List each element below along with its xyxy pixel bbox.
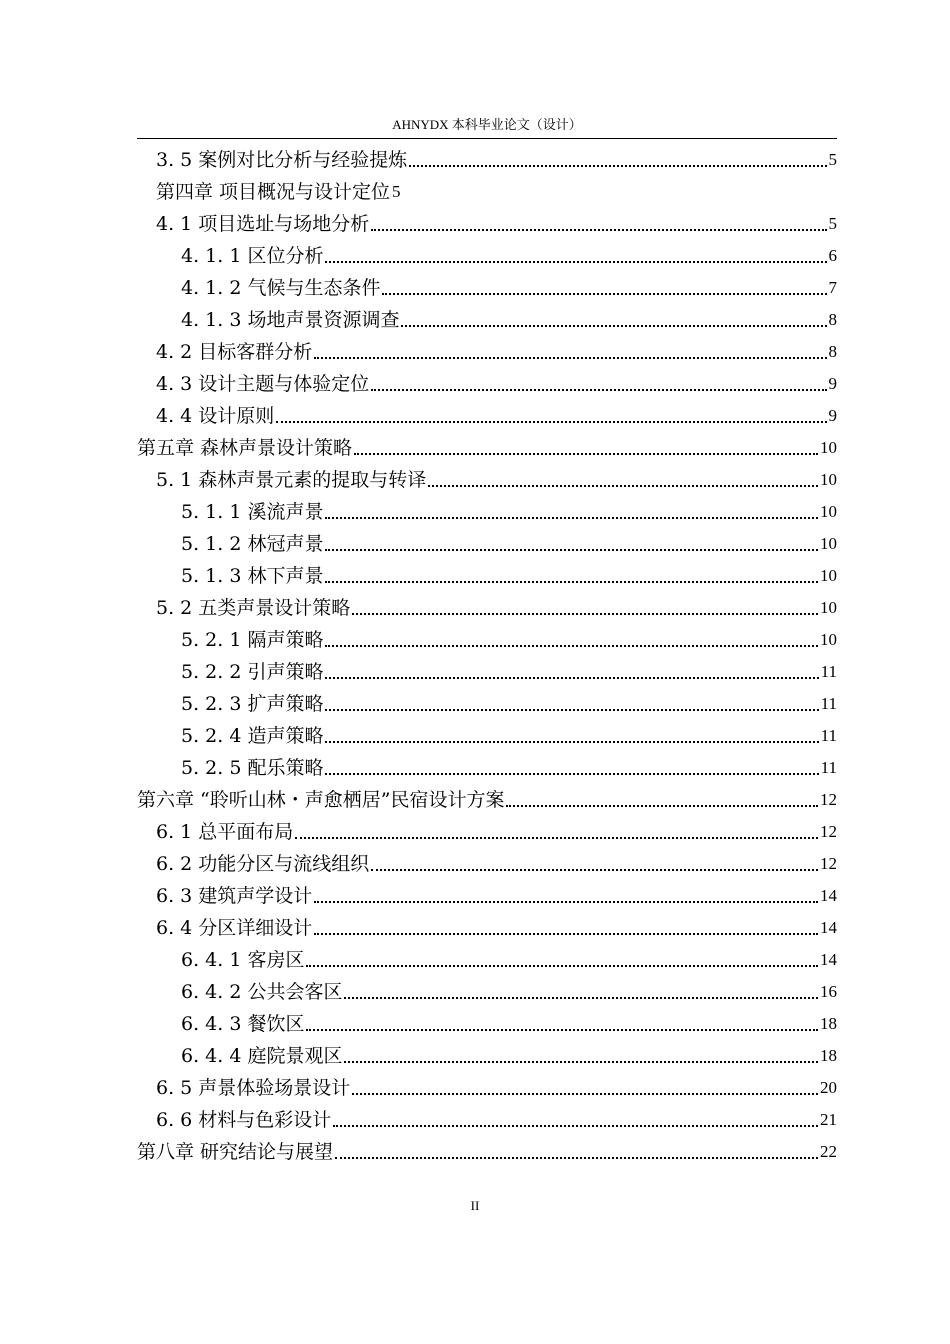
toc-dot-leader [352,1092,818,1095]
toc-entry-page: 10 [820,438,837,457]
toc-entry-page: 16 [820,982,837,1001]
page-footer [0,1198,950,1214]
toc-entry-label: 6. 6 材料与色彩设计 [156,1109,332,1131]
toc-dot-leader [325,260,826,263]
toc-entry[interactable] [181,1007,837,1037]
toc-entry-label: 4. 1. 3 场地声景资源调查 [181,309,400,331]
toc-entry-label: 第五章 森林声景设计策略 [137,437,353,459]
toc-entry[interactable] [156,911,837,941]
toc-entry-label: 5. 1 森林声景元素的提取与转译 [156,469,427,491]
toc-dot-leader [325,676,818,679]
toc-entry[interactable] [156,175,401,205]
toc-entry-label: 5. 2. 3 扩声策略 [181,693,324,715]
toc-entry[interactable] [156,815,837,845]
toc-entry-label: 6. 3 建筑声学设计 [156,885,313,907]
toc-entry-page: 11 [820,758,837,777]
toc-entry-page: 12 [820,822,837,841]
toc-entry-page: 11 [820,726,837,745]
toc-entry-label: 6. 4. 4 庭院景观区 [181,1045,343,1067]
toc-entry-label: 5. 2 五类声景设计策略 [156,597,351,619]
toc-entry-page: 10 [820,598,837,617]
toc-entry-page: 8 [828,342,837,361]
toc-entry[interactable] [181,527,837,557]
toc-entry[interactable] [156,1103,837,1133]
toc-entry[interactable] [156,879,837,909]
toc-entry-page: 21 [820,1110,837,1129]
toc-entry[interactable] [181,623,837,653]
toc-dot-leader [428,484,818,487]
toc-entry-label: 5. 1. 3 林下声景 [181,565,324,587]
toc-entry-page: 10 [820,502,837,521]
toc-entry[interactable] [181,239,837,269]
toc-entry-label: 第四章 项目概况与设计定位 [156,181,391,203]
toc-entry-page: 10 [820,470,837,489]
toc-dot-leader [325,740,818,743]
toc-entry-label: 6. 4 分区详细设计 [156,917,313,939]
toc-entry[interactable] [181,303,837,333]
toc-entry-label: 5. 2. 5 配乐策略 [181,757,324,779]
toc-entry[interactable] [181,687,837,717]
toc-dot-leader [371,868,818,871]
toc-dot-leader [344,1060,818,1063]
toc-entry-label: 5. 2. 4 造声策略 [181,725,324,747]
toc-dot-leader [371,228,826,231]
toc-entry[interactable] [181,271,837,301]
toc-entry-page: 6 [828,246,837,265]
toc-entry-page: 5 [828,214,837,233]
toc-entry[interactable] [181,751,837,781]
toc-dot-leader [314,932,818,935]
toc-entry-page: 14 [820,886,837,905]
toc-entry-page: 8 [828,310,837,329]
toc-entry-label: 4. 1 项目选址与场地分析 [156,213,370,235]
toc-entry[interactable] [156,591,837,621]
toc-dot-leader [325,516,818,519]
toc-dot-leader [354,452,818,455]
toc-dot-leader [409,164,826,167]
toc-entry-page: 10 [820,534,837,553]
toc-dot-leader [344,996,818,999]
toc-entry-label: 6. 4. 1 客房区 [181,949,305,971]
toc-dot-leader [401,324,826,327]
page-number: II [470,1198,480,1213]
toc-entry-page: 22 [820,1142,837,1161]
toc-entry-label: 6. 1 总平面布局 [156,821,294,843]
toc-entry[interactable] [181,719,837,749]
toc-entry[interactable] [156,463,837,493]
toc-entry-page: 18 [820,1014,837,1033]
toc-dot-leader [335,1156,818,1159]
toc-dot-leader [382,292,826,295]
toc-entry[interactable] [137,783,837,813]
toc-dot-leader [325,708,818,711]
toc-entry-page: 10 [820,566,837,585]
toc-dot-leader [371,388,826,391]
toc-entry-label: 6. 5 声景体验场景设计 [156,1077,351,1099]
toc-entry[interactable] [156,399,837,429]
toc-entry[interactable] [156,143,837,173]
toc-dot-leader [306,1028,818,1031]
toc-entry-label: 6. 4. 3 餐饮区 [181,1013,305,1035]
toc-entry-page: 18 [820,1046,837,1065]
toc-dot-leader [333,1124,818,1127]
toc-entry-page: 20 [820,1078,837,1097]
toc-entry[interactable] [156,207,837,237]
toc-entry-page: 14 [820,950,837,969]
toc-entry-label: 4. 4 设计原则 [156,405,275,427]
toc-entry-label: 4. 2 目标客群分析 [156,341,313,363]
toc-dot-leader [325,548,818,551]
toc-entry-label: 5. 1. 1 溪流声景 [181,501,324,523]
toc-entry[interactable] [156,1071,837,1101]
toc-dot-leader [352,612,818,615]
toc-dot-leader [325,644,818,647]
toc-entry-label: 第六章 “聆听山林・声愈栖居”民宿设计方案 [137,789,505,811]
toc-entry-label: 3. 5 案例对比分析与经验提炼 [156,149,408,171]
toc-entry[interactable] [181,943,837,973]
toc-entry-page: 14 [820,918,837,937]
toc-entry[interactable] [137,431,837,461]
toc-dot-leader [295,836,818,839]
toc-entry[interactable] [156,847,837,877]
toc-dot-leader [306,964,818,967]
toc-entry-label: 6. 2 功能分区与流线组织 [156,853,370,875]
toc-entry[interactable] [137,1135,837,1165]
toc-entry-page: 10 [820,630,837,649]
toc-entry[interactable] [181,975,837,1005]
toc-entry-label: 4. 1. 1 区位分析 [181,245,324,267]
toc-dot-leader [314,900,818,903]
toc-dot-leader [325,580,818,583]
toc-entry-label: 第八章 研究结论与展望 [137,1141,334,1163]
toc-entry-label: 4. 3 设计主题与体验定位 [156,373,370,395]
toc-entry-page: 12 [820,854,837,873]
toc-entry[interactable] [181,655,837,685]
toc-entry[interactable] [181,559,837,589]
toc-dot-leader [325,772,818,775]
toc-entry-label: 6. 4. 2 公共会客区 [181,981,343,1003]
toc-entry-page: 9 [828,406,837,425]
toc-entry-label: 4. 1. 2 气候与生态条件 [181,277,381,299]
toc-entry[interactable] [181,495,837,525]
toc-entry-page: 5 [392,182,401,201]
toc-dot-leader [314,356,826,359]
toc-entry-label: 5. 1. 2 林冠声景 [181,533,324,555]
toc-entry-label: 5. 2. 2 引声策略 [181,661,324,683]
toc-entry-page: 12 [820,790,837,809]
toc-entry[interactable] [156,335,837,365]
toc-entry-page: 9 [828,374,837,393]
toc-entry-page: 5 [828,150,837,169]
toc-entry[interactable] [156,367,837,397]
toc-entry-label: 5. 2. 1 隔声策略 [181,629,324,651]
toc-entry-page: 11 [820,662,837,681]
toc-dot-leader [276,420,826,423]
toc-entry[interactable] [181,1039,837,1069]
toc-dot-leader [506,804,818,807]
toc-entry-page: 7 [828,278,837,297]
toc-entry-page: 11 [820,694,837,713]
header-title: AHNYDX 本科毕业论文（设计） [392,117,582,132]
